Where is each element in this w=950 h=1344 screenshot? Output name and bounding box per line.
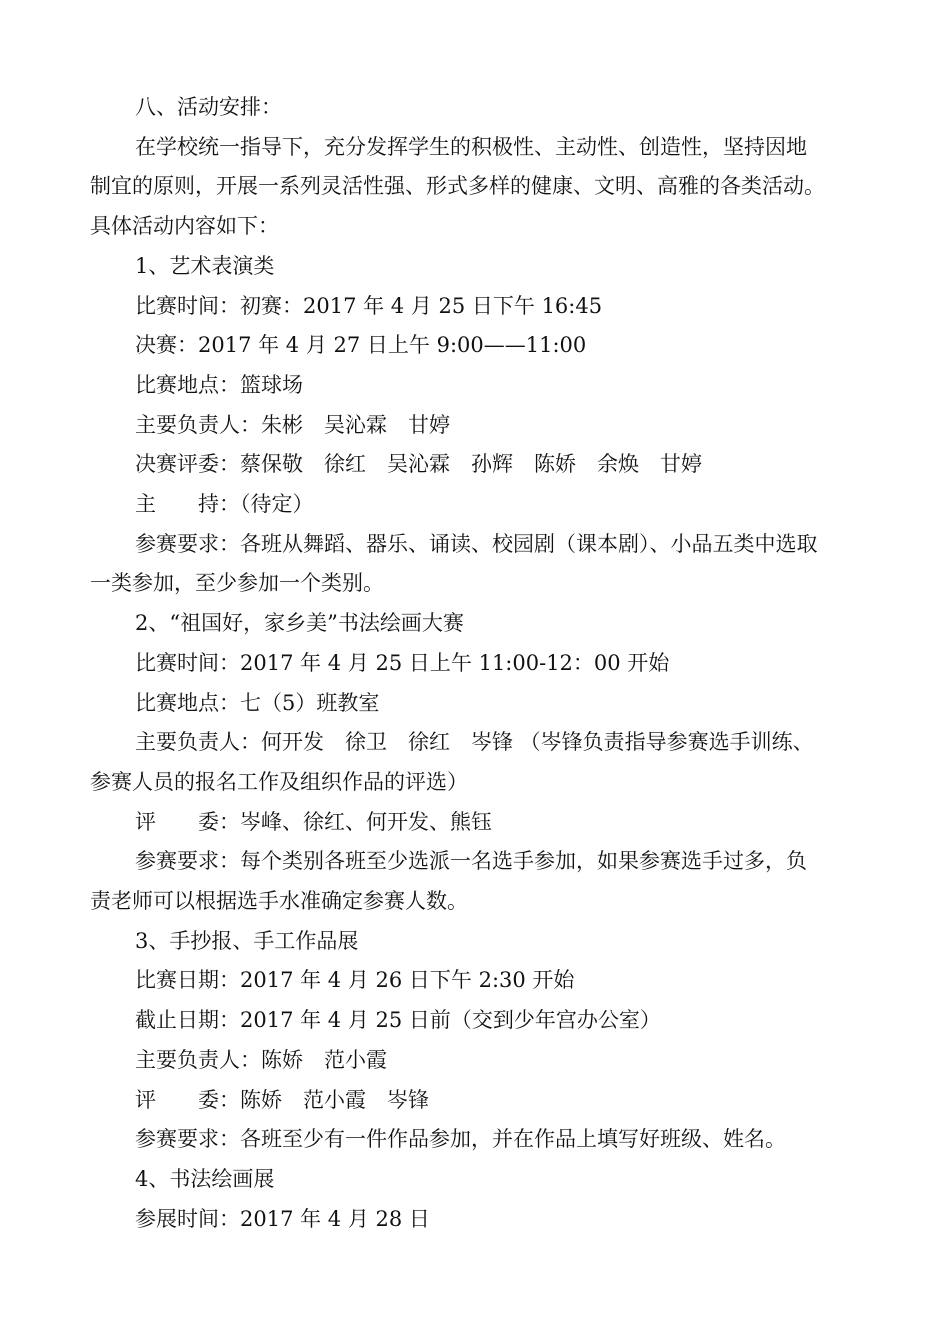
- text-line: 主要负责人：何开发 徐卫 徐红 岑锋 （岑锋负责指导参赛选手训练、: [135, 730, 814, 755]
- text-line: 主 持：（待定）: [135, 492, 314, 517]
- text-line: 具体活动内容如下：: [90, 214, 279, 239]
- text-line: 制宜的原则，开展一系列灵活性强、形式多样的健康、文明、高雅的各类活动。: [90, 174, 825, 199]
- text-line: 比赛时间：2017 年 4 月 25 日上午 11:00-12：00 开始: [135, 650, 670, 675]
- text-line: 比赛时间：初赛：2017 年 4 月 25 日下午 16:45: [135, 293, 603, 318]
- text-line: 比赛日期：2017 年 4 月 26 日下午 2:30 开始: [135, 968, 575, 993]
- text-line: 责老师可以根据选手水准确定参赛人数。: [90, 889, 468, 914]
- text-line: 1、艺术表演类: [135, 253, 275, 278]
- text-line: 参赛要求：每个类别各班至少选派一名选手参加，如果参赛选手过多，负: [135, 849, 807, 874]
- text-line: 比赛地点：七（5）班教室: [135, 690, 380, 715]
- document-page: [90, 88, 860, 1239]
- text-line: 决赛评委：蔡保敬 徐红 吴沁霖 孙辉 陈娇 余焕 甘婷: [135, 452, 702, 477]
- text-line: 比赛地点：篮球场: [135, 372, 303, 397]
- text-line: 一类参加，至少参加一个类别。: [90, 571, 384, 596]
- text-line: 3、手抄报、手工作品展: [135, 928, 359, 953]
- text-line: 评 委：陈娇 范小霞 岑锋: [135, 1087, 429, 1112]
- text-line: 参赛人员的报名工作及组织作品的评选）: [90, 769, 468, 794]
- text-line: 评 委：岑峰、徐红、何开发、熊钰: [135, 809, 492, 834]
- text-line: 决赛：2017 年 4 月 27 日上午 9:00——11:00: [135, 333, 587, 358]
- text-line: 2、“祖国好，家乡美”书法绘画大赛: [135, 611, 464, 636]
- text-line: 参赛要求：各班至少有一件作品参加，并在作品上填写好班级、姓名。: [135, 1127, 786, 1152]
- text-line: 4、书法绘画展: [135, 1166, 275, 1191]
- text-line: 八、活动安排：: [135, 95, 282, 119]
- text-line: 在学校统一指导下，充分发挥学生的积极性、主动性、创造性，坚持因地: [135, 134, 807, 159]
- text-line: 主要负责人：朱彬 吴沁霖 甘婷: [135, 412, 450, 437]
- text-line: 参展时间：2017 年 4 月 28 日: [135, 1206, 430, 1231]
- text-line: 截止日期：2017 年 4 月 25 日前（交到少年宫办公室）: [135, 1008, 661, 1033]
- text-line: 参赛要求：各班从舞蹈、器乐、诵读、校园剧（课本剧）、小品五类中选取: [135, 531, 818, 556]
- text-line: 主要负责人：陈娇 范小霞: [135, 1047, 387, 1072]
